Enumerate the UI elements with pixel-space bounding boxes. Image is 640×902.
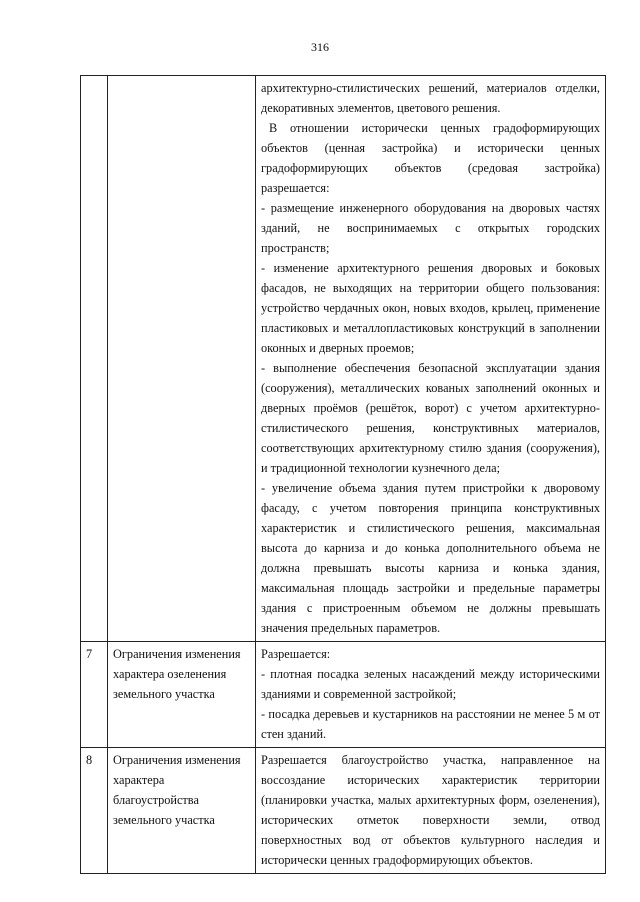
table-row [81, 748, 606, 874]
page-number: 316 [311, 40, 329, 54]
description-paragraph: - плотная посадка зеленых насаждений между историческими зданиями и современной застройкой; [261, 667, 600, 701]
row-name-cell: Ограничения изменения характера благоустройства земельного участка [108, 748, 256, 874]
row-number-cell: 8 [81, 748, 108, 874]
description-paragraph: В отношении исторически ценных градоформирующих объектов (ценная застройка) и исторически ценных градоформирующих объектов (средовая застройка) разрешается: [261, 121, 600, 195]
row-number-cell: 7 [81, 642, 108, 748]
description-paragraph: - увеличение объема здания путем пристройки к дворовому фасаду, с учетом повторения принципа конструктивных характеристик и стилистического решения, максимальная высота до карниза и до конька дополнительного объема не должна превышать высоты карниза и конька здания, максимальная площадь застройки и предельные параметры здания с пристроенным объемом не должны превышать значения предельных параметров. [261, 481, 600, 635]
table-row [81, 76, 606, 642]
row-name-cell [108, 76, 256, 642]
description-paragraph: - посадка деревьев и кустарников на расстоянии не менее 5 м от стен зданий. [261, 707, 600, 741]
description-paragraph: архитектурно-стилистических решений, материалов отделки, декоративных элементов, цветового решения. [261, 81, 600, 115]
description-paragraph: - изменение архитектурного решения дворовых и боковых фасадов, не выходящих на территории общего пользования: устройство чердачных окон, новых входов, крылец, применение пластиковых и металлопластиковых конструкций в заполнении оконных и дверных проемов; [261, 261, 600, 355]
row-description-cell [256, 748, 606, 874]
row-description-cell [256, 76, 606, 642]
row-description-cell [256, 642, 606, 748]
regulations-table [80, 75, 606, 874]
table-row [81, 642, 606, 748]
description-paragraph: Разрешается благоустройство участка, направленное на воссоздание исторических характеристик территории (планировки участка, малых архитектурных форм, озеленения), исторических отметок поверхности земли, отвод поверхностных вод от объектов культурного наследия и исторически ценных градоформирующих объектов. [261, 753, 600, 867]
description-paragraph: Разрешается: [261, 647, 331, 661]
row-number-cell [81, 76, 108, 642]
row-name-cell: Ограничения изменения характера озеленения земельного участка [108, 642, 256, 748]
description-paragraph: - выполнение обеспечения безопасной эксплуатации здания (сооружения), металлических кованых заполнений оконных и дверных проёмов (решёток, ворот) с учетом архитектурно-стилистического решения, конструктивных материалов, соответствующих архитектурному стилю здания (сооружения), и традиционной технологии кузнечного дела; [261, 361, 600, 475]
description-paragraph: - размещение инженерного оборудования на дворовых частях зданий, не воспринимаемых с открытых городских пространств; [261, 201, 600, 255]
